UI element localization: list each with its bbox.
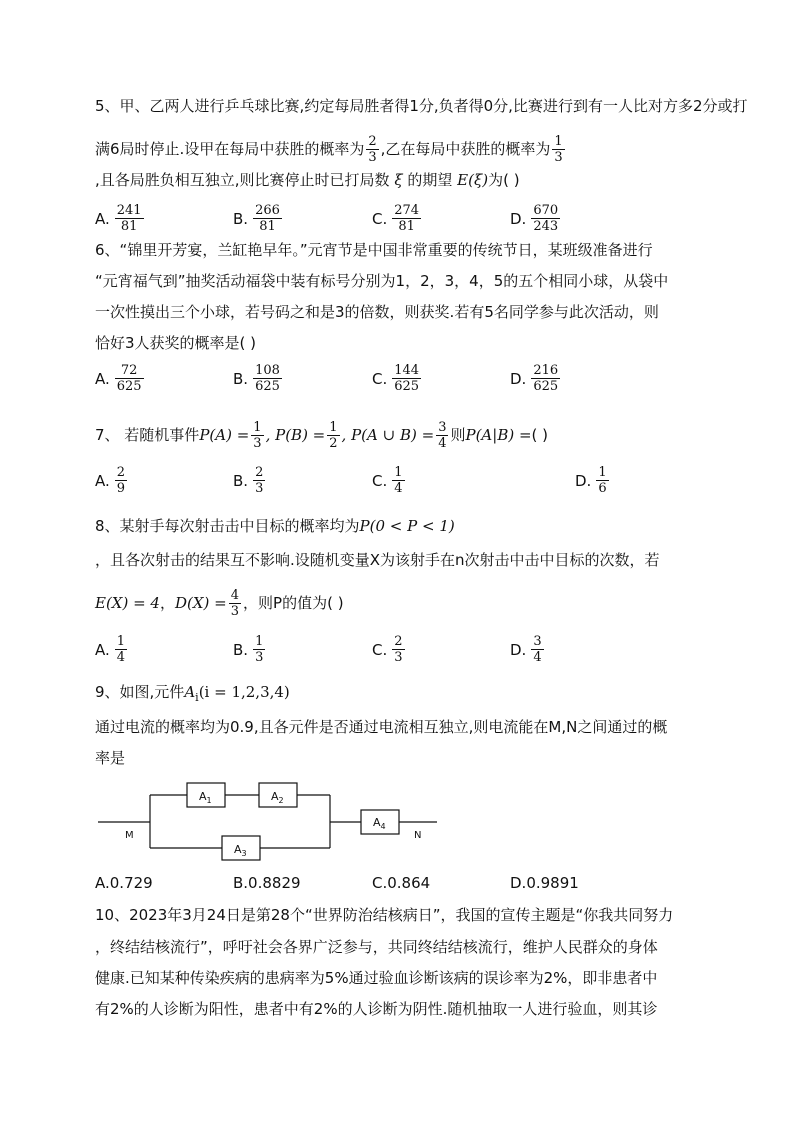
q5-line-2b: ,乙在每局中获胜的概率为: [380, 140, 551, 158]
q7-fraction-pb: $\frac{1}{2}$: [329, 420, 338, 451]
q8-option-d[interactable]: D. $\frac{3}{4}$: [510, 634, 542, 665]
q7-line: 7、 若随机事件P(A) = $\frac{1}{3}$ , P(B) = $\frac{1}{2}$ , P(A ∪ B) = $\frac{3}{4}$ 则P(A|B) =( ): [95, 420, 549, 451]
q5-option-d[interactable]: D. $\frac{670}{243}$: [510, 203, 559, 234]
component-a4-label: $A_4$: [373, 816, 386, 831]
q9-line-2: 通过电流的概率均为0.9,且各元件是否通过电流相互独立,则电流能在M,N之间通过的概: [95, 718, 668, 736]
q5-line-3a: ,且各局胜负相互独立,则比赛停止时已打局数: [95, 171, 390, 189]
q6-option-a[interactable]: A. $\frac{72}{625}$: [95, 363, 142, 394]
q7-option-a[interactable]: A. $\frac{2}{9}$: [95, 465, 126, 496]
q5-line-1: 5、甲、乙两人进行乒乓球比赛,约定每局胜者得1分,负者得0分,比赛进行到有一人比对方多2分或打: [95, 97, 748, 115]
q6-option-b[interactable]: B. $\frac{108}{625}$: [233, 363, 280, 394]
q8-option-c[interactable]: C. $\frac{2}{3}$: [372, 634, 403, 665]
q6-line-3: 一次性摸出三个小球，若号码之和是3的倍数，则获奖.若有5名同学参与此次活动，则: [95, 303, 659, 321]
q10-line-2: ，终结结核流行”，呼吁社会各界广泛参与，共同终结结核流行，维护人民群众的身体: [95, 938, 658, 956]
q8-line-2: ，且各次射击的结果互不影响.设随机变量X为该射手在n次射击中击中目标的次数，若: [95, 551, 660, 569]
q9-line-3: 率是: [95, 749, 126, 767]
q7-option-c[interactable]: C. $\frac{1}{4}$: [372, 465, 403, 496]
q5-line-2a: 满6局时停止.设甲在每局中获胜的概率为: [95, 140, 365, 158]
q5-line-2: [95, 134, 567, 165]
q7-option-d[interactable]: D. $\frac{1}{6}$: [575, 465, 607, 496]
q6-line-2: “元宵福气到”抽奖活动福袋中装有标号分别为1，2，3，4，5的五个相同小球，从袋中: [95, 272, 669, 290]
node-m-label: M: [125, 830, 134, 841]
q7-fraction-pu: $\frac{3}{4}$: [438, 420, 447, 451]
q6-option-d[interactable]: D. $\frac{216}{625}$: [510, 363, 559, 394]
q6-line-4: 恰好3人获奖的概率是( ): [95, 334, 257, 352]
q6-option-c[interactable]: C. $\frac{144}{625}$: [372, 363, 420, 394]
q7-fraction-pa: $\frac{1}{3}$: [253, 420, 262, 451]
q9-option-a[interactable]: A.0.729: [95, 874, 153, 892]
q8-line-1: 8、某射手每次射击击中目标的概率均为P(0 < P < 1): [95, 517, 455, 535]
node-n-label: N: [414, 830, 422, 841]
q5-xi: ξ: [394, 171, 403, 189]
q6-line-1: 6、“锦里开芳宴，兰缸艳早年。”元宵节是中国非常重要的传统节日，某班级准备进行: [95, 241, 653, 259]
q8-option-b[interactable]: B. $\frac{1}{3}$: [233, 634, 264, 665]
component-a2-label: $A_2$: [271, 790, 284, 805]
q9-line-1: 9、如图,元件$A_i(i = 1,2,3,4)$: [95, 683, 290, 704]
q5-option-a[interactable]: A. $\frac{241}{81}$: [95, 203, 142, 234]
q8-line-3: E(X) = 4，D(X) = $\frac{4}{3}$ ，则P的值为( ): [95, 588, 344, 619]
q9-option-d[interactable]: D.0.9891: [510, 874, 579, 892]
q10-line-4: 有2%的人诊断为阳性，患者中有2%的人诊断为阴性.随机抽取一人进行验血，则其诊: [95, 1000, 658, 1018]
q9-option-b[interactable]: B.0.8829: [233, 874, 301, 892]
component-a3-label: $A_3$: [234, 843, 247, 858]
q9-option-c[interactable]: C.0.864: [372, 874, 431, 892]
q5-fraction-yi: $\frac{1}{3}$: [554, 134, 563, 165]
q8-fraction-dx: $\frac{4}{3}$: [230, 588, 240, 619]
q5-option-b[interactable]: B. $\frac{266}{81}$: [233, 203, 280, 234]
q10-line-1: 10、2023年3月24日是第28个“世界防治结核病日”，我国的宣传主题是“你我共同努力: [95, 906, 674, 924]
component-a1-label: $A_1$: [199, 790, 212, 805]
q5-option-c[interactable]: C. $\frac{274}{81}$: [372, 203, 420, 234]
q7-option-b[interactable]: B. $\frac{2}{3}$: [233, 465, 264, 496]
q5-line-3b: 的期望: [407, 171, 453, 189]
q8-option-a[interactable]: A. $\frac{1}{4}$: [95, 634, 126, 665]
q10-line-3: 健康.已知某种传染疾病的患病率为5%通过验血诊断该病的误诊率为2%，即非患者中: [95, 969, 658, 987]
q5-fraction-jia: $\frac{2}{3}$: [368, 134, 377, 165]
q9-circuit-diagram: [95, 775, 440, 867]
q5-line-3: [95, 170, 520, 190]
q5-line-3c: 为( ): [488, 171, 520, 189]
q5-expectation: E(ξ): [457, 171, 489, 189]
